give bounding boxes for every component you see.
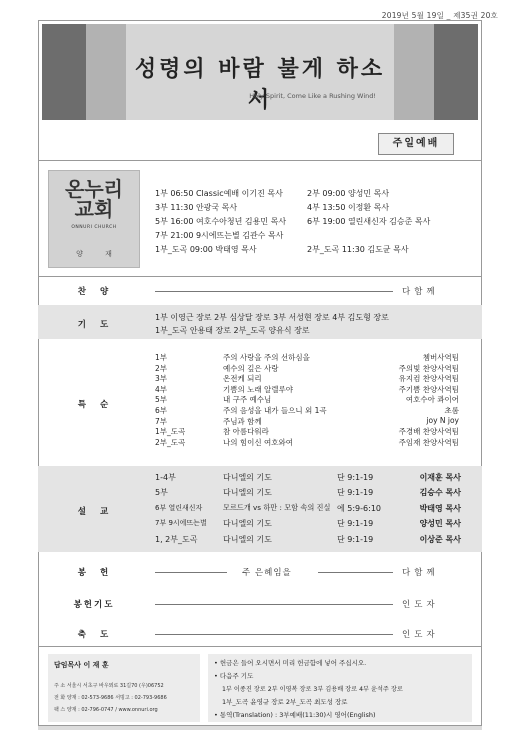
divider bbox=[38, 160, 482, 161]
table-row: 5부 다니엘의 기도 단 9:1-19 김승수 목사 bbox=[155, 488, 461, 498]
offering-prayer-leader: 인도자 bbox=[402, 600, 439, 610]
schedule-row: 7부 21:00 9시에뜨는별 김관수 목사 bbox=[155, 231, 284, 240]
offering-rule-left bbox=[155, 572, 227, 573]
prayer-label: 기도 bbox=[77, 320, 123, 330]
table-row: 7부 9시에뜨는별 다니엘의 기도 단 9:1-19 양성민 목사 bbox=[155, 519, 461, 529]
hymn-rule bbox=[155, 291, 393, 292]
divider bbox=[38, 276, 482, 277]
service-tab: 주일예배 bbox=[378, 133, 454, 155]
hymn-leader: 다함께 bbox=[402, 287, 439, 297]
list-item: 2부_도곡 나의 힘이신 여호와여 주임재 찬양사역팀 bbox=[155, 437, 459, 447]
logo-text: 온누리 교회 bbox=[65, 177, 123, 221]
schedule-row: 5부 16:00 여호수아청년 김용민 목사 6부 19:00 열린새신자 김승준 목사 bbox=[155, 217, 431, 226]
offering-prayer-label: 봉헌기도 bbox=[73, 600, 115, 610]
header-title-box bbox=[126, 24, 394, 120]
header-block-dark-left bbox=[42, 24, 86, 120]
header-title: 성령의 바람 불게 하소서 bbox=[134, 56, 386, 113]
church-contact bbox=[48, 654, 200, 722]
list-item: 1부 주의 사랑을 주의 선하심을 쳄버사역팀 bbox=[155, 353, 459, 362]
table-row: 1, 2부_도곡 다니엘의 기도 단 9:1-19 이상준 목사 bbox=[155, 534, 461, 544]
sermon-label: 설교 bbox=[77, 507, 123, 517]
bulletin-header bbox=[38, 24, 482, 124]
blessing-label: 축도 bbox=[77, 630, 123, 640]
schedule-row: 3부 11:30 안광국 목사 4부 13:50 이정환 목사 bbox=[155, 203, 390, 212]
list-item: 5부 내 구주 예수님 여호수아 콰이어 bbox=[155, 395, 459, 405]
announcement-offering: • 헌금은 들어 오시면서 미리 헌금함에 넣어 주십시오. bbox=[214, 659, 367, 667]
header-block-light-left bbox=[86, 24, 126, 120]
table-row: 1-4부 다니엘의 기도 단 9:1-19 이재훈 목사 bbox=[155, 473, 461, 482]
special-label: 특순 bbox=[77, 400, 123, 410]
phone: 전 화 양재 : 02-573-9686 서빙고 : 02-793-9686 bbox=[54, 695, 167, 701]
offering-hymn: 주 은혜임을 bbox=[242, 568, 292, 578]
table-row: 6부 열린새신자 모르드개 vs 하만 : 모함 속의 진실 에 5:9-6:10 박태영 목사 bbox=[155, 502, 461, 513]
logo-english: ONNURI CHURCH bbox=[71, 225, 117, 230]
service-schedule bbox=[155, 188, 475, 258]
announcement-translation: • 통역(Translation) : 3부예배(11:30)시 영어(English) bbox=[214, 711, 376, 719]
next-prayer-line2: 1부_도곡 윤영규 장로 2부_도곡 최도성 장로 bbox=[222, 698, 348, 706]
issue-date: 2019년 5월 19일 _ 제35권 20호 bbox=[381, 11, 498, 20]
offering-leader: 다함께 bbox=[402, 568, 439, 578]
special-music-list bbox=[155, 352, 459, 447]
list-item: 2부 예수의 깊은 사랑 주의빛 찬양사역팀 bbox=[155, 363, 459, 373]
list-item: 7부 주님과 함께 joy N joy bbox=[155, 415, 459, 426]
logo-campus: 양 재 bbox=[76, 250, 122, 258]
hymn-label: 찬양 bbox=[77, 287, 123, 297]
bottom-shadow bbox=[38, 726, 482, 730]
list-item: 6부 주의 음성을 내가 들으니 외 1곡 초롬 bbox=[155, 405, 459, 415]
offering-label: 봉헌 bbox=[77, 568, 123, 578]
announcements bbox=[208, 654, 472, 722]
schedule-row: 1부 06:50 Classic예배 이기진 목사 2부 09:00 양성민 목사 bbox=[155, 189, 390, 198]
announcement-next-prayer: • 다음주 기도 bbox=[214, 672, 254, 680]
divider bbox=[38, 646, 482, 647]
next-prayer-line1: 1부 이종진 장로 2부 이영복 장로 3부 김용배 장로 4부 윤석주 장로 bbox=[222, 686, 403, 693]
list-item: 1부_도곡 참 아름다워라 주경배 찬양사역팀 bbox=[155, 427, 459, 437]
blessing-leader: 인도자 bbox=[402, 630, 439, 640]
header-subtitle: Holy Spirit, Come Like a Rushing Wind! bbox=[249, 92, 376, 100]
offering-prayer-rule bbox=[155, 604, 393, 605]
offering-rule-right bbox=[318, 572, 393, 573]
header-block-light-right bbox=[394, 24, 434, 120]
list-item: 3부 온전케 되리 유지컴 찬양사역팀 bbox=[155, 374, 459, 384]
prayer-list: 1부 이영근 장로 2부 심상달 장로 3부 서성현 장로 4부 김도형 장로 1부_도곡 안용태 장로 2부_도곡 양유식 장로 bbox=[155, 313, 389, 335]
fax-website: 팩 스 양재 : 02-796-0747 / www.onnuri.org bbox=[54, 707, 158, 713]
church-logo bbox=[48, 170, 140, 268]
header-block-dark-right bbox=[434, 24, 478, 120]
sermon-list bbox=[155, 472, 461, 549]
list-item: 4부 기쁨의 노래 알렐루야 주기쁨 찬양사역팀 bbox=[155, 384, 459, 394]
senior-pastor: 담임목사 이 재 훈 bbox=[54, 661, 109, 669]
address: 주 소 서울시 서초구 바우뫼로 31길70 (우)06752 bbox=[54, 683, 164, 689]
schedule-row: 1부_도곡 09:00 박태영 목사 2부_도곡 11:30 김도균 목사 bbox=[155, 245, 409, 254]
blessing-rule bbox=[155, 634, 393, 635]
